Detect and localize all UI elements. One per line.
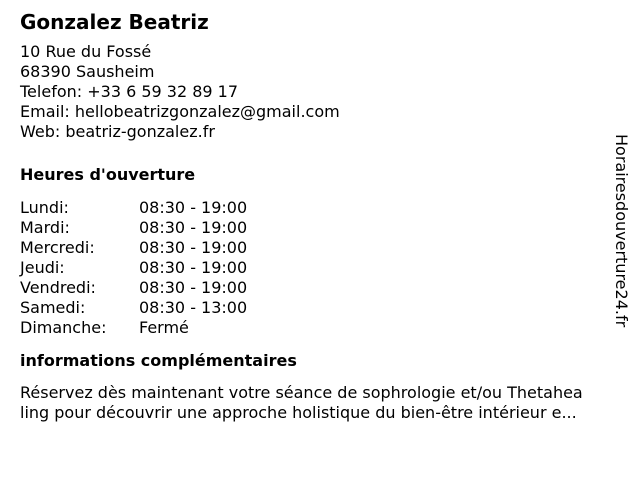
hours-row	[20, 298, 620, 318]
phone-line: Telefon: +33 6 59 32 89 17	[20, 82, 239, 101]
hours-time: Fermé	[139, 318, 189, 337]
address-street: 10 Rue du Fossé	[20, 42, 152, 61]
hours-time: 08:30 - 19:00	[139, 238, 248, 257]
opening-hours-table	[20, 198, 620, 338]
hours-row	[20, 258, 620, 278]
email-line: Email: hellobeatrizgonzalez@gmail.com	[20, 102, 340, 121]
hours-day: Dimanche:	[20, 318, 107, 337]
business-name: Gonzalez Beatriz	[20, 10, 209, 34]
address-city: 68390 Sausheim	[20, 62, 155, 81]
hours-row	[20, 218, 620, 238]
hours-row	[20, 198, 620, 218]
hours-day: Jeudi:	[20, 258, 65, 277]
additional-info-title: informations complémentaires	[20, 351, 297, 370]
hours-day: Mercredi:	[20, 238, 95, 257]
hours-day: Mardi:	[20, 218, 70, 237]
hours-time: 08:30 - 19:00	[139, 198, 248, 217]
business-card	[20, 10, 620, 423]
hours-row	[20, 318, 620, 338]
hours-row	[20, 238, 620, 258]
hours-day: Lundi:	[20, 198, 69, 217]
hours-time: 08:30 - 19:00	[139, 278, 248, 297]
hours-time: 08:30 - 19:00	[139, 218, 248, 237]
additional-info-line: ling pour découvrir une approche holistique du bien-être intérieur e...	[20, 403, 577, 422]
additional-info-text	[20, 383, 632, 423]
site-watermark: Horairesdouverture24.fr	[612, 134, 631, 328]
hours-row	[20, 278, 620, 298]
hours-day: Samedi:	[20, 298, 86, 317]
hours-time: 08:30 - 19:00	[139, 258, 248, 277]
opening-hours-title: Heures d'ouverture	[20, 165, 196, 184]
additional-info-line: Réservez dès maintenant votre séance de sophrologie et/ou Thetahea	[20, 383, 583, 402]
hours-day: Vendredi:	[20, 278, 96, 297]
web-line: Web: beatriz-gonzalez.fr	[20, 122, 215, 141]
hours-time: 08:30 - 13:00	[139, 298, 248, 317]
